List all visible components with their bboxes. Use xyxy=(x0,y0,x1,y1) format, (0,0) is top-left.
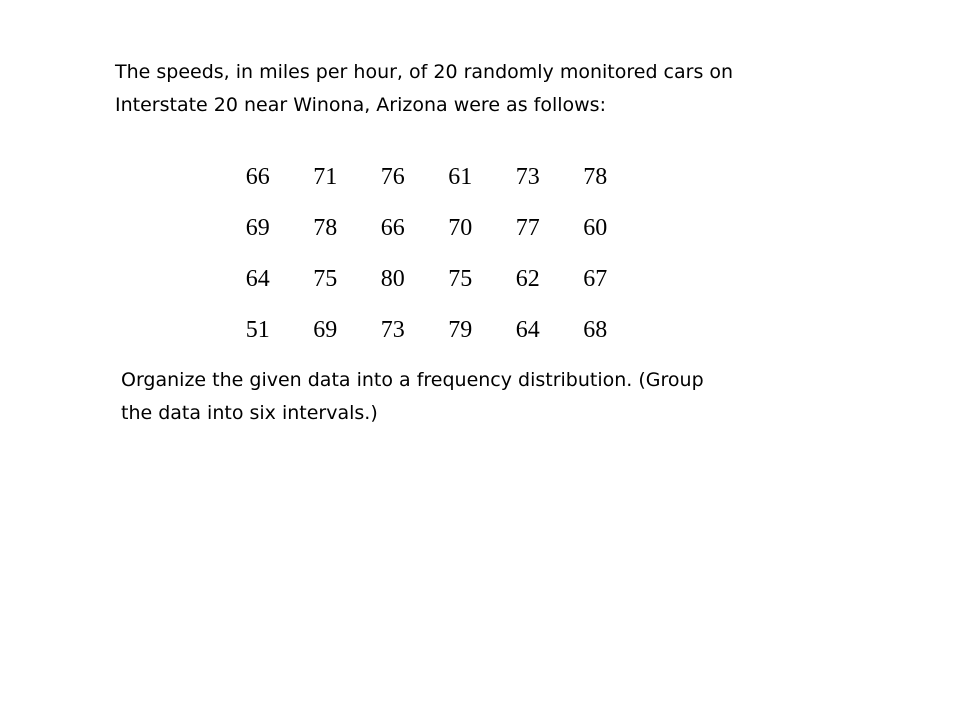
speed-value: 76 xyxy=(380,164,405,190)
speed-value: 78 xyxy=(583,164,608,190)
speed-value: 66 xyxy=(245,164,270,190)
speed-value: 73 xyxy=(380,317,405,343)
table-row xyxy=(224,152,629,203)
speed-value: 70 xyxy=(448,215,473,241)
speed-value: 66 xyxy=(380,215,405,241)
speed-value: 67 xyxy=(583,266,608,292)
speed-value: 60 xyxy=(583,215,608,241)
speed-value: 69 xyxy=(245,215,270,241)
speed-value: 64 xyxy=(515,317,540,343)
intro-line-1: The speeds, in miles per hour, of 20 randomly monitored cars on xyxy=(115,61,734,83)
speed-value: 80 xyxy=(380,266,405,292)
speed-value: 75 xyxy=(448,266,473,292)
table-row xyxy=(224,203,629,254)
speed-value: 75 xyxy=(313,266,338,292)
table-row xyxy=(224,305,629,356)
task-line-1: Organize the given data into a frequency distribution. (Group xyxy=(121,369,704,391)
speed-value: 64 xyxy=(245,266,270,292)
speed-value: 73 xyxy=(515,164,540,190)
task-line-2: the data into six intervals.) xyxy=(121,402,378,424)
speed-value: 77 xyxy=(515,215,540,241)
speed-value: 68 xyxy=(583,317,608,343)
speed-value: 69 xyxy=(313,317,338,343)
speed-value: 51 xyxy=(245,317,270,343)
task-paragraph xyxy=(121,364,841,430)
speed-value: 61 xyxy=(448,164,473,190)
intro-line-2: Interstate 20 near Winona, Arizona were as follows: xyxy=(115,94,606,116)
speed-value: 78 xyxy=(313,215,338,241)
speed-value: 71 xyxy=(313,164,338,190)
speed-value: 62 xyxy=(515,266,540,292)
speed-value: 79 xyxy=(448,317,473,343)
table-row xyxy=(224,254,629,305)
speed-data-table xyxy=(224,152,629,356)
intro-paragraph xyxy=(115,56,845,122)
